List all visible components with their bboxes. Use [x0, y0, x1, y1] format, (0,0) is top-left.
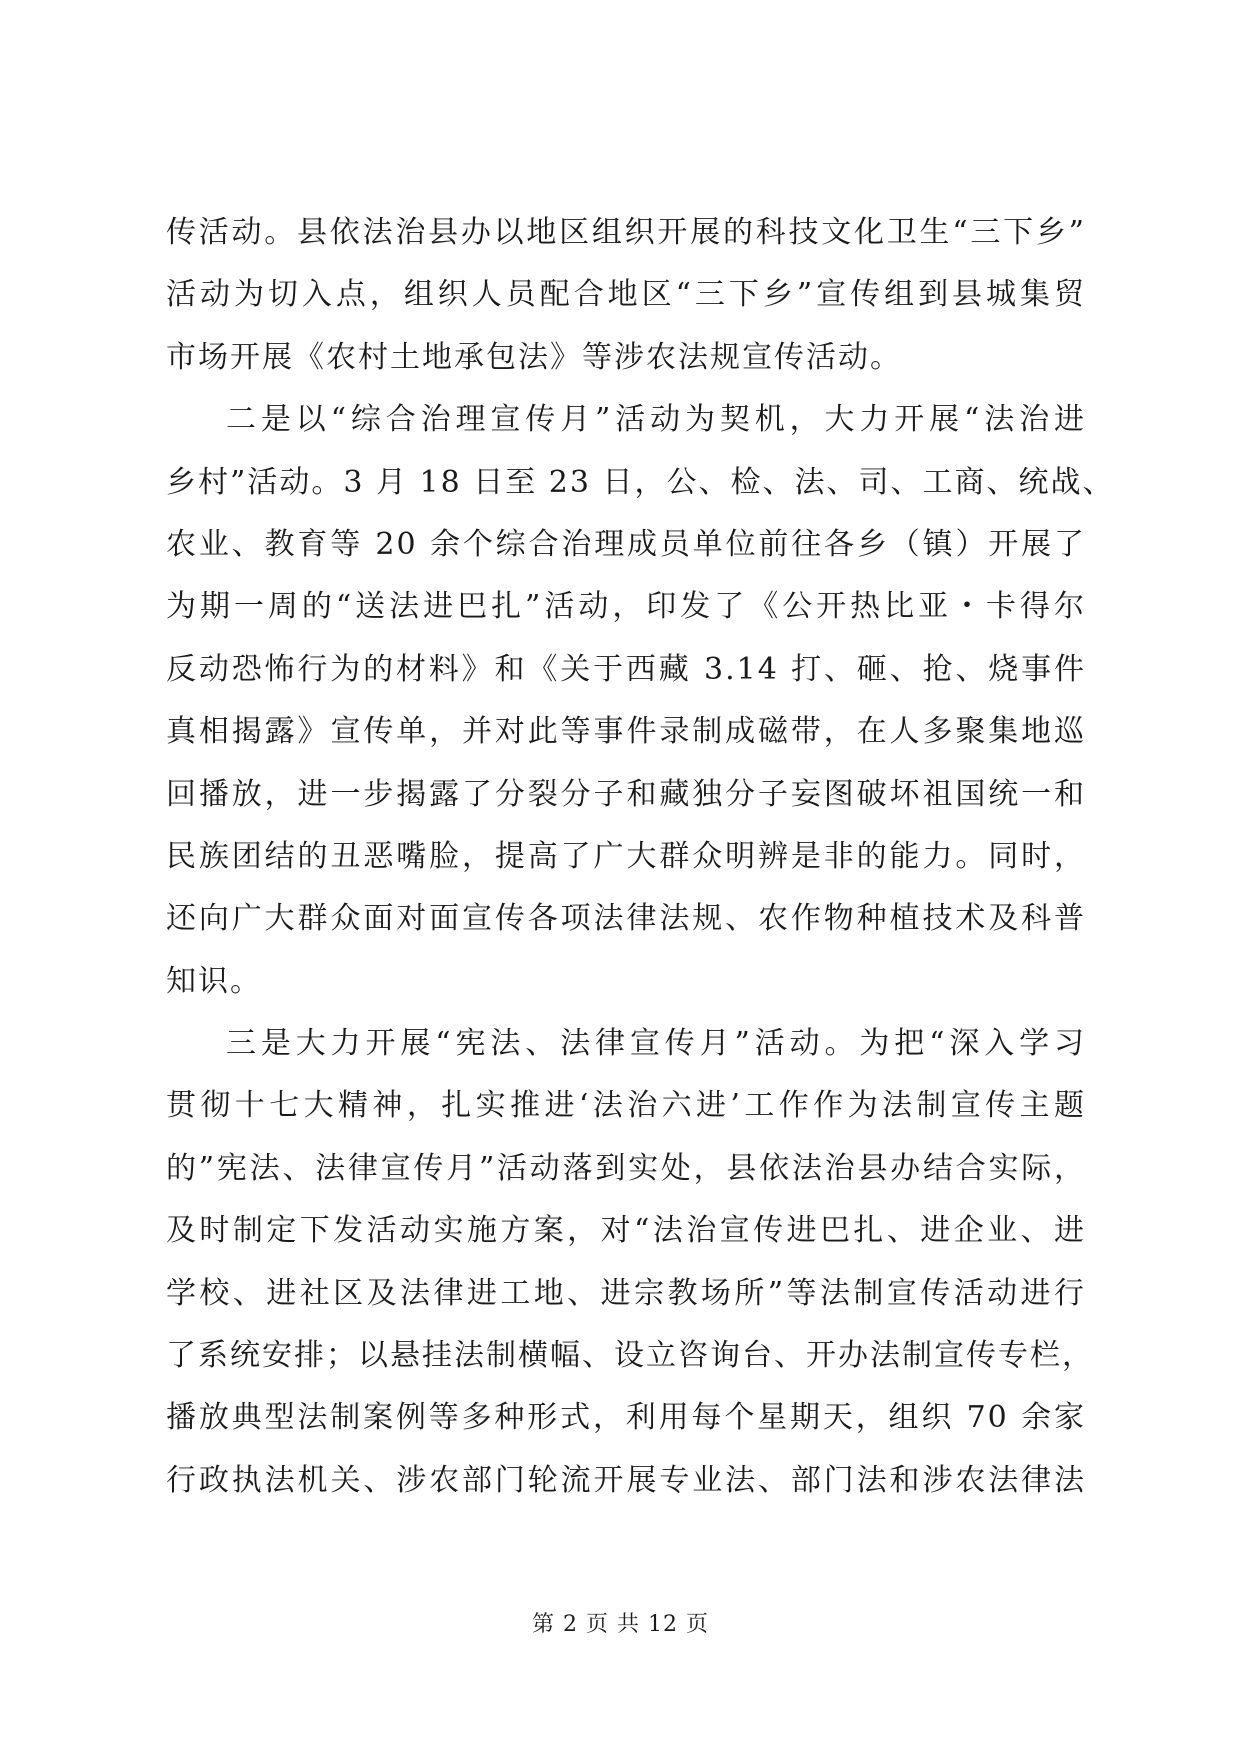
text-line: 民族团结的丑恶嘴脸，提高了广大群众明辨是非的能力。同时，	[166, 838, 1086, 874]
text-line: 了系统安排；以悬挂法制横幅、设立咨询台、开办法制宣传专栏，	[166, 1338, 1094, 1374]
text-line: 贯彻十七大精神，扎实推进‘法治六进’工作作为法制宣传主题	[166, 1088, 1086, 1124]
text-line: 二是以“综合治理宣传月”活动为契机，大力开展“法治进	[226, 402, 1086, 438]
text-line: 行政执法机关、涉农部门轮流开展专业法、部门法和涉农法律法	[166, 1462, 1086, 1498]
paragraph	[166, 389, 1115, 1013]
text-line: 市场开展《农村土地承包法》等涉农法规宣传活动。	[166, 339, 902, 375]
text-line: 及时制定下发活动实施方案，对“法治宣传进巴扎、进企业、进	[166, 1213, 1086, 1249]
document-body	[166, 202, 1115, 1512]
text-line: 乡村”活动。3 月 18 日至 23 日，公、检、法、司、工商、统战、	[166, 464, 1115, 500]
text-line: 还向广大群众面对面宣传各项法律法规、农作物种植技术及科普	[166, 901, 1086, 937]
text-line: 传活动。县依法治县办以地区组织开展的科技文化卫生“三下乡”	[166, 215, 1086, 250]
text-line: 学校、进社区及法律进工地、进宗教场所”等法制宣传活动进行	[166, 1275, 1086, 1311]
text-line: 为期一周的“送法进巴扎”活动，印发了《公开热比亚・卡得尔	[166, 589, 1086, 625]
paragraph	[166, 1013, 1094, 1512]
text-line: 知识。	[166, 963, 262, 999]
text-line: 的”宪法、法律宣传月”活动落到实处，县依法治县办结合实际，	[166, 1150, 1086, 1186]
text-line: 农业、教育等 20 余个综合治理成员单位前往各乡（镇）开展了	[166, 526, 1086, 562]
text-line: 播放典型法制案例等多种形式，利用每个星期天，组织 70 余家	[166, 1400, 1086, 1436]
text-line: 反动恐怖行为的材料》和《关于西藏 3.14 打、砸、抢、烧事件	[166, 651, 1086, 687]
text-line: 回播放，进一步揭露了分裂分子和藏独分子妄图破坏祖国统一和	[166, 776, 1086, 812]
text-line: 真相揭露》宣传单，并对此等事件录制成磁带，在人多聚集地巡	[166, 714, 1086, 750]
text-line: 活动为切入点，组织人员配合地区“三下乡”宣传组到县城集贸	[166, 277, 1086, 313]
text-line: 三是大力开展“宪法、法律宣传月”活动。为把“深入学习	[226, 1026, 1086, 1062]
page-footer: 第 2 页 共 12 页	[532, 1612, 709, 1637]
paragraph	[166, 202, 1086, 389]
